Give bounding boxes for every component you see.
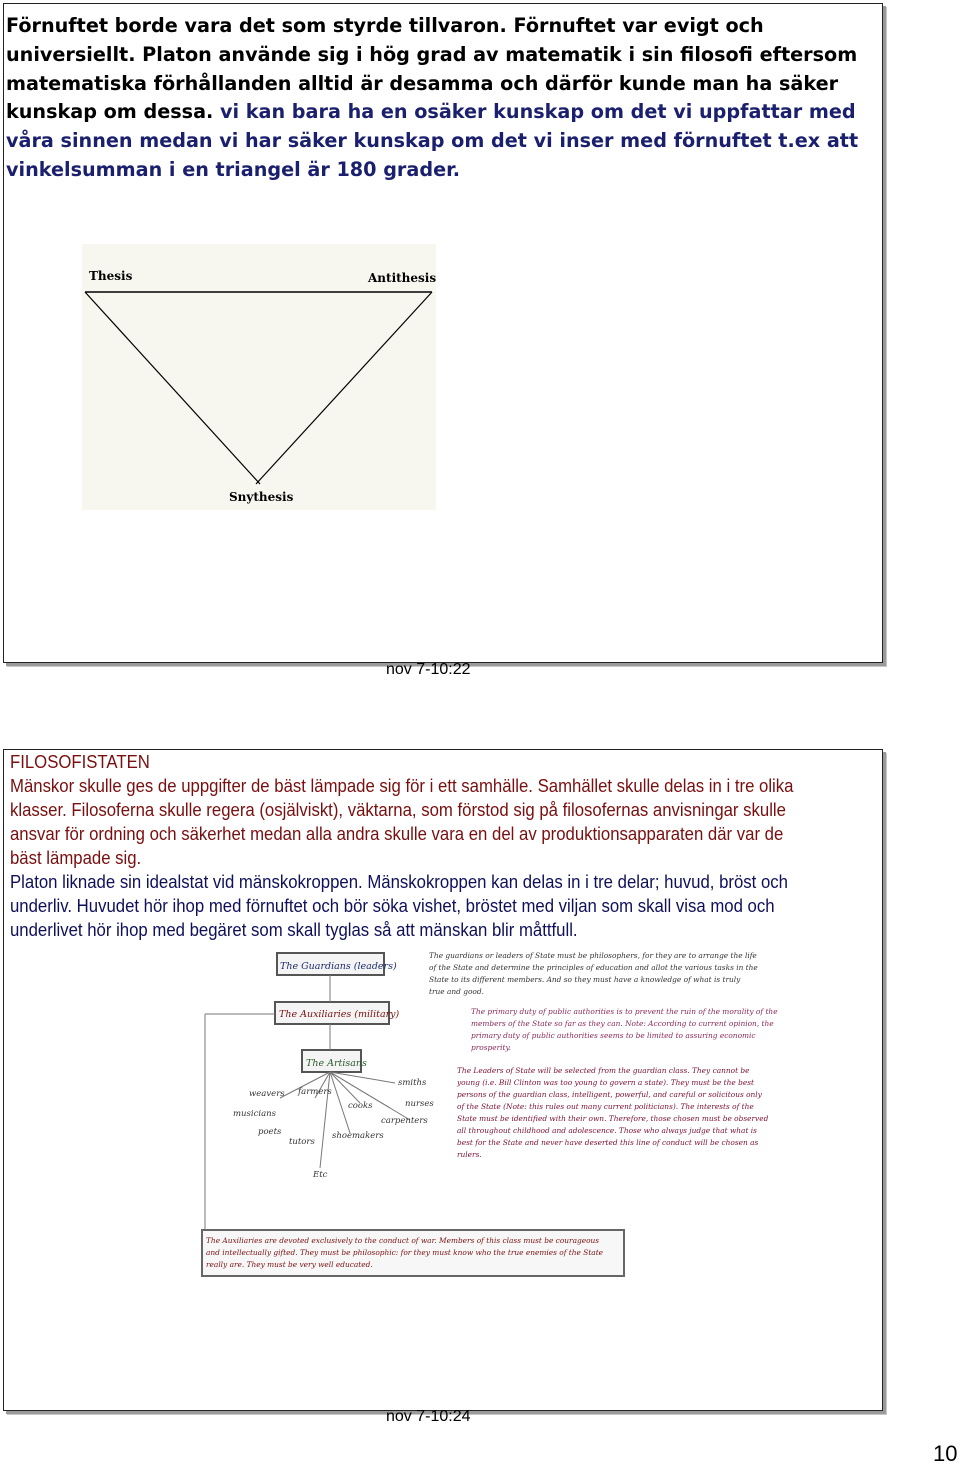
slide-1-timestamp: nov 7-10:22 [386,661,471,678]
artisan-carpenters: carpenters [381,1116,428,1126]
slide-2-timestamp: nov 7-10:24 [386,1408,471,1425]
leaders-note-line: State must be identified with their own. Therefore, those chosen must be observed [457,1114,769,1123]
leaders-note-line: rulers. [457,1150,482,1159]
leaders-note-line: young (i.e. Bill Clinton was too young to govern a state). They must be the best [457,1078,754,1087]
slide-1-paragraph-blue: vi kan bara ha en osäker kunskap om det vi uppfattar med våra sinnen medan vi har säker kunskap om det vi inser med förnuftet t.ex att vinkelsumman i en triangel är 180 grader. [6,100,859,181]
artisan-nurses: nurses [405,1099,434,1109]
slide-2-text [10,750,810,942]
duty-note-line: primary duty of public authorities seems to be limited to assuring economic [471,1031,756,1040]
antithesis-label: Antithesis [368,271,436,285]
slide-1-paragraph-dark: Förnuftet borde vara det som styrde tillvaron. Förnuftet var evigt och universiellt. Platon använde sig i hög grad av matematik i sin filosofi eftersom matematiska förhållanden alltid är desamma och därför kunde man ha säker kunskap om dessa. [6,14,858,124]
auxiliaries-box-label: The Auxiliaries (military) [279,1009,400,1020]
guardians-note-line: of the State and determine the principles of education and allot the various tasks in the [429,963,758,972]
leaders-note-line: best for the State and never have deserted this line of conduct will be chosen as [457,1138,759,1147]
slide-2-heading: FILOSOFISTATEN [10,752,150,772]
guardians-box-label: The Guardians (leaders) [280,961,397,972]
auxiliaries-note-line: really are. They must be very well educated. [206,1260,373,1269]
artisans-box-label: The Artisans [306,1058,367,1069]
synthesis-label: Snythesis [229,490,294,504]
dialectic-triangle-diagram [82,244,436,510]
artisan-tutors: tutors [289,1137,315,1147]
page-number: 10 [933,1441,958,1466]
artisan-farmers: farmers [298,1087,332,1097]
guardians-note-line: State to its different members. And so they must have a knowledge of what is truly [429,975,741,984]
artisan-musicians: musicians [233,1109,276,1119]
auxiliaries-note-line: and intellectually gifted. They must be philosophic: for they must know who the true enemies of the State [206,1248,604,1257]
leaders-note-line: of the State (Note: this rules out many current politicians). The interests of the [457,1102,754,1111]
guardians-note-line: The guardians or leaders of State must be philosophers, for they are to arrange the life [429,951,757,960]
leaders-note-line: persons of the guardian class, intelligent, powerful, and careful or solicitous only [457,1090,762,1099]
slide-2-paragraph-1: Mänskor skulle ges de uppgifter de bäst lämpade sig för i ett samhälle. Samhället skulle delas in i tre olika klasser. Filosoferna skulle regera (osjälviskt), väktarna, som förstod sig på filosofernas anvisningar skulle ansvar för ordning och säkerhet medan alla andra skulle vara en del av produktionsapparaten där var de bäst lämpade sig. [10,776,794,868]
duty-note-line: members of the State so far as they can. Note: According to current opinion, the [471,1019,774,1028]
artisan-cooks: cooks [348,1101,373,1111]
artisan-weavers: weavers [249,1089,285,1099]
artisan-etc: Etc [313,1170,328,1180]
duty-note-line: The primary duty of public authorities is to prevent the ruin of the morality of the [471,1007,778,1016]
leaders-note-line: The Leaders of State will be selected from the guardian class. They cannot be [457,1066,750,1075]
leaders-note-line: all throughout childhood and adolescence. Those who always judge that what is [457,1126,757,1135]
artisan-smiths: smiths [398,1078,427,1088]
guardians-note-line: true and good. [429,987,484,996]
ideal-state-chart [200,948,795,1283]
artisan-poets: poets [258,1127,282,1137]
auxiliaries-note-line: The Auxiliaries are devoted exclusively to the conduct of war. Members of this class must be courageous [206,1236,600,1245]
slide-1-text [6,12,878,185]
slide-2-paragraph-2: Platon liknade sin idealstat vid mänskokroppen. Mänskokroppen kan delas in i tre delar; huvud, bröst och underliv. Huvudet hör ihop med förnuftet och bör söka vishet, bröstet med viljan som skall visa mod och underlivet hör ihop med begäret som skall tyglas så att mänskan blir måttfull. [10,872,788,940]
thesis-label: Thesis [89,269,133,283]
artisan-shoemakers: shoemakers [332,1131,384,1141]
duty-note-line: prosperity. [471,1043,512,1052]
